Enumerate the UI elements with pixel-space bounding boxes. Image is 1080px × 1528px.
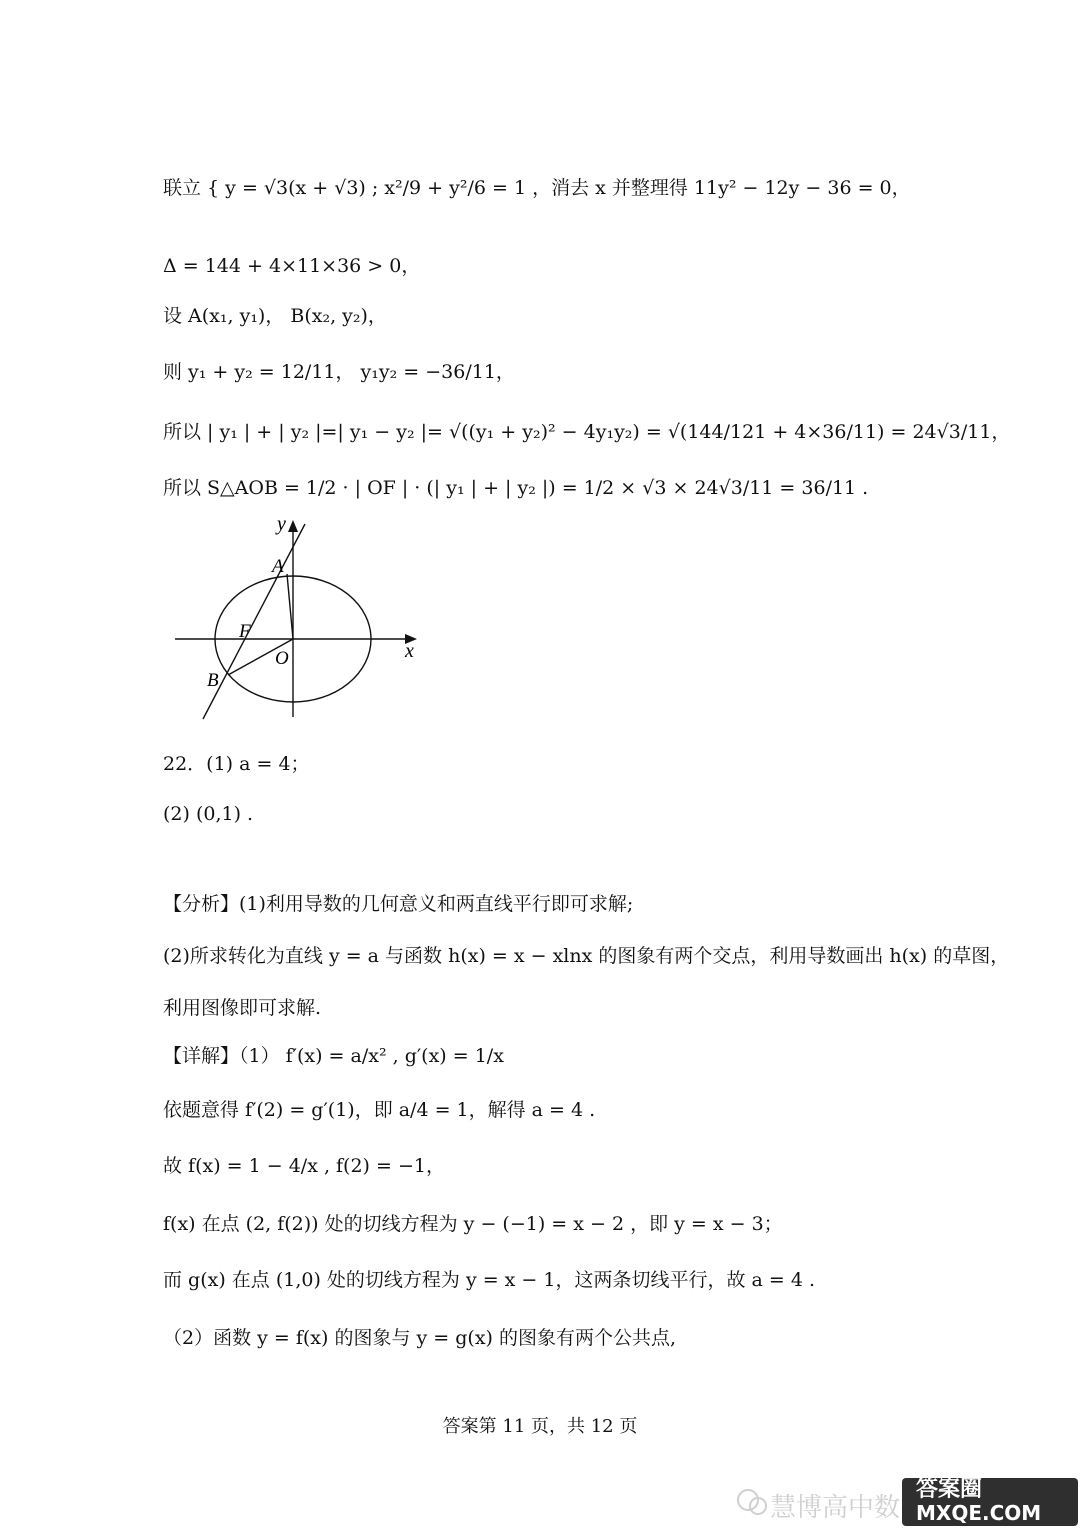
label-F: F (239, 621, 251, 642)
watermark-logo (902, 1478, 1076, 1526)
text-line-analysis-3: 利用图像即可求解. (163, 997, 322, 1019)
text-line-detail-2: 依题意得 f′(2) = g′(1)，即 a/4 = 1，解得 a = 4 . (163, 1099, 596, 1121)
text-line-answer-22-1: 22．(1) a = 4； (163, 753, 310, 775)
y-axis-arrow (288, 520, 298, 532)
text-line-detail-5: 而 g(x) 在点 (1,0) 处的切线方程为 y = x − 1，这两条切线平行，故 a = 4 . (163, 1269, 816, 1291)
label-O: O (275, 648, 289, 669)
text-line-vieta: 则 y₁ + y₂ = 12/11， y₁y₂ = −36/11， (163, 361, 515, 383)
segment-OA (287, 574, 293, 639)
text-line-set-points: 设 A(x₁, y₁)， B(x₂, y₂)， (163, 305, 387, 327)
text-line-answer-22-2: (2) (0,1) . (163, 803, 254, 825)
ellipse-figure (165, 512, 425, 727)
text-line-abs-diff: 所以 | y₁ | + | y₂ |=| y₁ − y₂ |= √((y₁ + y₂)² − 4y₁y₂) = √(144/121 + 4×36/11) = 24√3/11， (163, 421, 1011, 443)
label-A: A (272, 556, 284, 577)
text-line-analysis: 【分析】(1)利用导数的几何意义和两直线平行即可求解; (163, 893, 634, 915)
text-line-area: 所以 S△AOB = 1/2 · | OF | · (| y₁ | + | y₂ |) = 1/2 × √3 × 24√3/11 = 36/11 . (163, 477, 869, 499)
watermark-logo-top: 答案圈 (916, 1477, 983, 1502)
label-y: y (277, 513, 286, 535)
label-B: B (207, 670, 219, 691)
text-line-detail-4: f(x) 在点 (2, f(2)) 处的切线方程为 y − (−1) = x − 2 ，即 y = x − 3； (163, 1213, 783, 1235)
text-line-detail-1: 【详解】（1） f′(x) = a/x² , g′(x) = 1/x (163, 1045, 504, 1067)
page-footer: 答案第 11 页，共 12 页 (442, 1416, 638, 1437)
text-line-analysis-2: (2)所求转化为直线 y = a 与函数 h(x) = x − xlnx 的图象有两个交点，利用导数画出 h(x) 的草图， (163, 945, 1010, 967)
text-line-detail-6: （2）函数 y = f(x) 的图象与 y = g(x) 的图象有两个公共点, (163, 1327, 677, 1349)
label-x: x (405, 640, 414, 662)
text-line-system: 联立 { y = √3(x + √3) ; x²/9 + y²/6 = 1 ，消去 x 并整理得 11y² − 12y − 36 = 0， (163, 177, 911, 199)
watermark-text: 慧博高中数 (770, 1493, 901, 1523)
text-line-discriminant: Δ = 144 + 4×11×36 > 0， (163, 255, 421, 277)
text-line-detail-3: 故 f(x) = 1 − 4/x , f(2) = −1， (163, 1155, 445, 1177)
watermark-logo-bottom: MXQE.COM (916, 1501, 1042, 1525)
